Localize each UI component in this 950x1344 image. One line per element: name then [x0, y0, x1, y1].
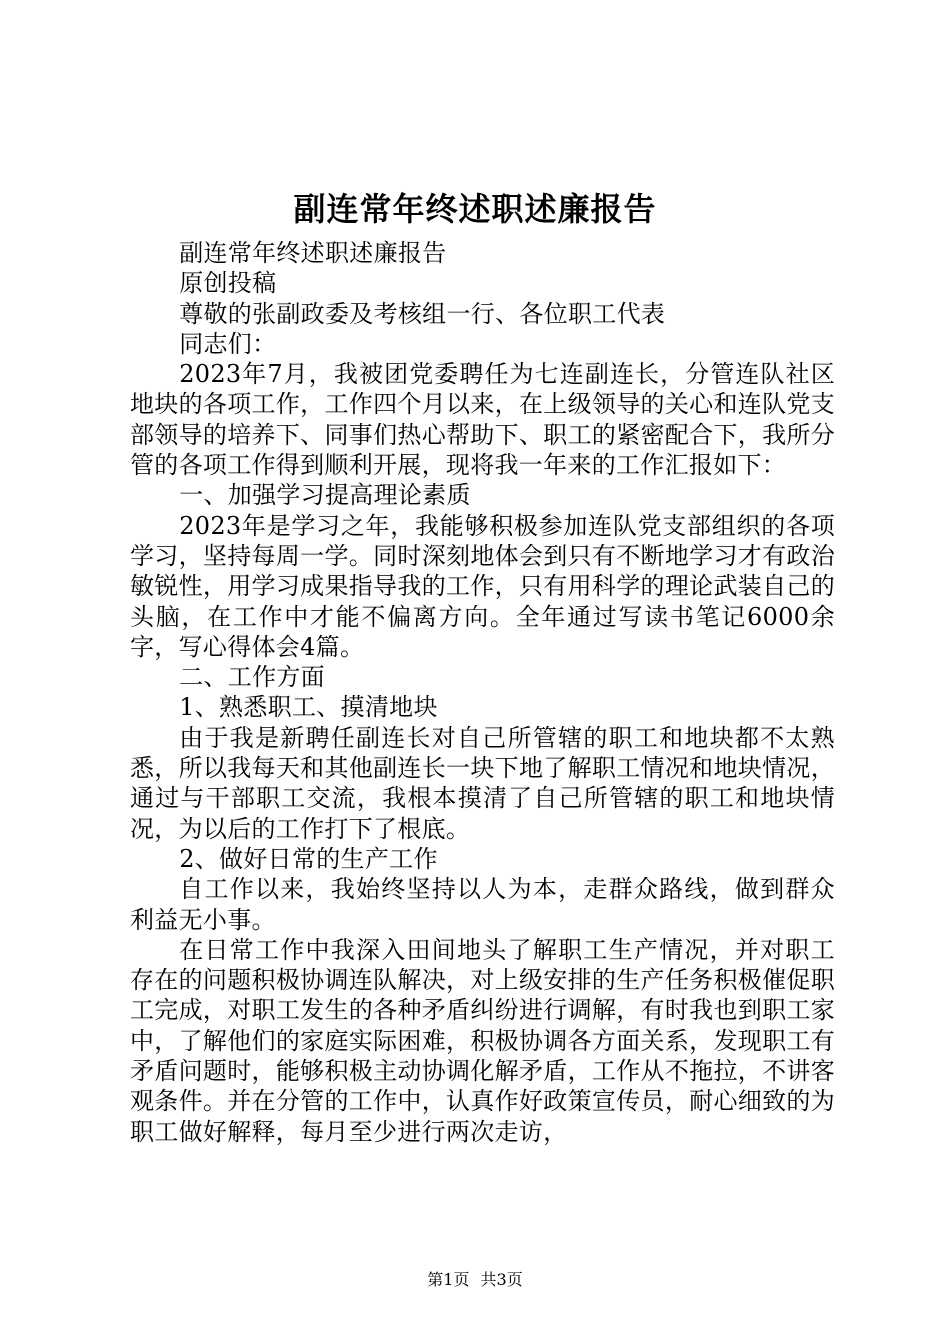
paragraph-study: 2023年是学习之年，我能够积极参加连队党支部组织的各项学习，坚持每周一学。同时深刻地体会到只有不断地学习才有政治敏锐性，用学习成果指导我的工作，只有用科学的理论武装自己的头脑，在工作中才能不偏离方向。全年通过写读书笔记6000余字，写心得体会4篇。 — [130, 511, 835, 661]
paragraph-intro: 2023年7月，我被团党委聘任为七连副连长，分管连队社区地块的各项工作，工作四个月以来，在上级领导的关心和连队党支部领导的培养下、同事们热心帮助下、职工的紧密配合下，我所分管的各项工作得到顺利开展，现将我一年来的工作汇报如下： — [130, 360, 835, 480]
paragraph-familiarize: 由于我是新聘任副连长对自己所管辖的职工和地块都不太熟悉，所以我每天和其他副连长一块下地了解职工情况和地块情况，通过与干部职工交流，我根本摸清了自己所管辖的职工和地块情况，为以后的工作打下了根底。 — [130, 723, 835, 843]
paragraph-salutation: 尊敬的张副政委及考核组一行、各位职工代表 — [179, 299, 666, 328]
section-heading-work: 二、工作方面 — [179, 663, 325, 692]
page-total: 共3页 — [480, 1270, 523, 1289]
document-title: 副连常年终述职述廉报告 — [293, 190, 657, 228]
subsection-heading-production: 2、做好日常的生产工作 — [179, 844, 438, 873]
paragraph-subtitle: 副连常年终述职述廉报告 — [179, 239, 447, 267]
section-heading-study: 一、加强学习提高理论素质 — [179, 481, 471, 510]
paragraph-source: 原创投稿 — [179, 269, 277, 298]
subsection-heading-familiarize: 1、熟悉职工、摸清地块 — [179, 693, 438, 722]
page-footer — [0, 1268, 950, 1292]
document-body — [130, 238, 835, 1147]
paragraph-production-principle: 自工作以来，我始终坚持以人为本，走群众路线，做到群众利益无小事。 — [130, 875, 835, 934]
paragraph-greeting: 同志们： — [179, 329, 277, 358]
page-number: 第1页 — [427, 1270, 470, 1289]
paragraph-production-details: 在日常工作中我深入田间地头了解职工生产情况，并对职工存在的问题积极协调连队解决，对上级安排的生产任务积极催促职工完成，对职工发生的各种矛盾纠纷进行调解，有时我也到职工家中，了解他们的家庭实际困难，积极协调各方面关系，发现职工有矛盾问题时，能够积极主动协调化解矛盾，工作从不拖拉，不讲客观条件。并在分管的工作中，认真作好政策宣传员，耐心细致的为职工做好解释，每月至少进行两次走访， — [130, 935, 835, 1146]
